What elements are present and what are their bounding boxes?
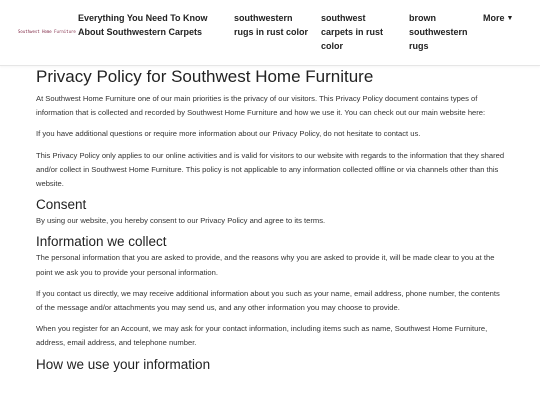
info-paragraph-3: When you register for an Account, we may ask for your contact information, including items such as name, Southwest Home Furniture, address, email address, and telephone number. — [36, 324, 488, 348]
consent-paragraph: By using our website, you hereby consent to our Privacy Policy and agree to its terms. — [36, 216, 326, 226]
intro-paragraph: At Southwest Home Furniture one of our main priorities is the privacy of our visitors. This Privacy Policy document contains types of information that is collected and recorded by Southwest Home Furniture and how we use it. You can check out our main website here: — [36, 94, 486, 118]
info-paragraph-1: The personal information that you are asked to provide, and the reasons why you are asked to provide it, will be made clear to you at the point we ask you to provide your personal information. — [36, 253, 495, 277]
nav-link-carpets-rust-color[interactable]: southwest carpets in rust color — [321, 13, 384, 51]
use-info-heading: How we use your information — [36, 356, 211, 372]
info-paragraph-2: If you contact us directly, we may receive additional information about you such as your name, email address, phone number, the contents of the message and/or attachments you may send us, and any other information you may choose to provide. — [36, 288, 500, 313]
nav-more-menu[interactable] — [483, 11, 523, 26]
nav-link-brown-rugs[interactable]: brown southwestern rugs — [409, 13, 468, 51]
scope-paragraph: This Privacy Policy only applies to our online activities and is valid for visitors to our website with regards to the information that they shared and/or collect in Southwest Home Furniture. This policy is not applicable to any information collected offline or via channels other than this website. — [36, 150, 505, 189]
nav-more-label: More — [483, 13, 505, 23]
nav-link-southwestern-carpets[interactable]: Everything You Need To Know About Southwestern Carpets — [78, 13, 208, 37]
site-logo[interactable]: Southwest Home Furniture — [18, 29, 76, 34]
main-content — [36, 66, 506, 373]
site-header — [0, 0, 540, 66]
info-collect-heading: Information we collect — [36, 234, 167, 250]
consent-heading: Consent — [36, 197, 87, 213]
page-title: Privacy Policy for Southwest Home Furniture — [36, 67, 374, 86]
caret-down-icon: ▼ — [506, 15, 514, 22]
nav-link-rugs-rust-color[interactable]: southwestern rugs in rust color — [234, 13, 309, 37]
contact-paragraph: If you have additional questions or require more information about our Privacy Policy, do not hesitate to contact us. — [36, 129, 421, 139]
